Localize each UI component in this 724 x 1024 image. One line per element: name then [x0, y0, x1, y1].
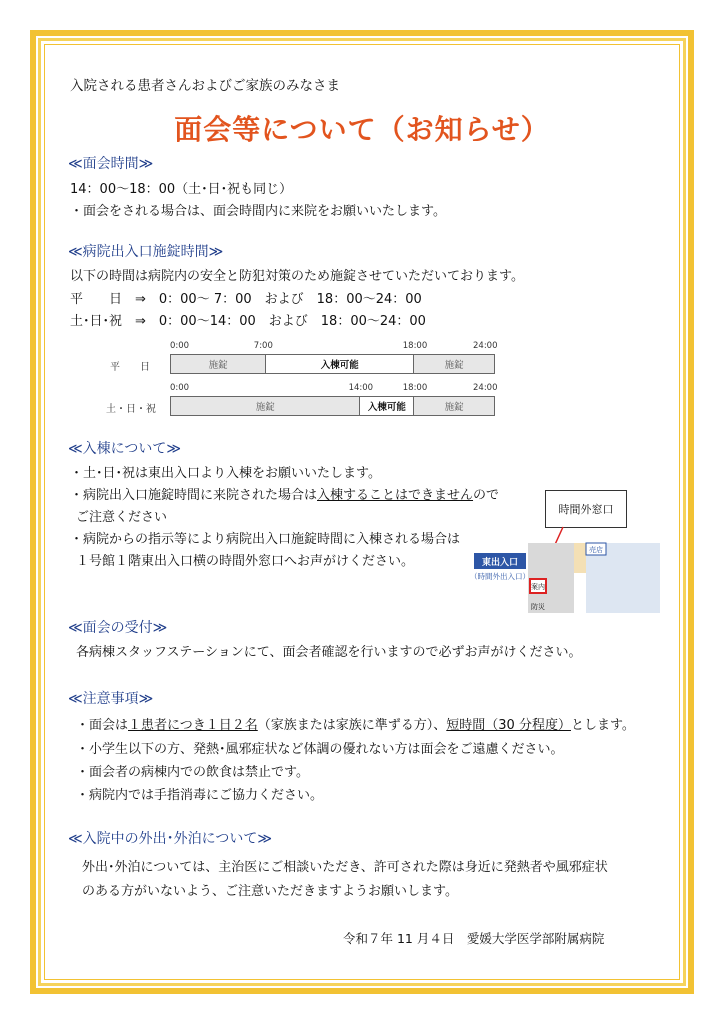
entry-line4: ・病院からの指示等により病院出入口施錠時間に入棟される場合は [70, 532, 461, 547]
notes-line1-a: ・面会は [76, 718, 129, 733]
weekday-tick-label: 18:00 [402, 341, 428, 351]
timeline-holiday-row [170, 396, 495, 416]
notes-line4: ・病院内では手指消毒にご協力ください。 [76, 788, 324, 803]
map-shop-label: 売店 [589, 546, 603, 554]
notes-heading: ≪注意事項≫ [68, 691, 154, 707]
visit-heading: ≪面会時間≫ [68, 156, 154, 172]
reception-line1: 各病棟スタッフステーションにて、面会者確認を行いますので必ずお声がけください。 [76, 645, 582, 660]
lock-intro: 以下の時間は病院内の安全と防犯対策のため施錠させていただいております。 [70, 269, 524, 284]
holiday-tick-label: 18:00 [402, 383, 428, 393]
entry-line2 [70, 484, 499, 503]
weekday-tick-label: 0:00 [170, 341, 190, 351]
after-hours-window-callout: 時間外窓口 [545, 490, 627, 528]
notes-line3: ・面会者の病棟内での飲食は禁止です。 [76, 765, 309, 780]
weekday-tick-label: 7:00 [253, 341, 273, 351]
weekday-segment-open: 入棟可能 [265, 355, 413, 373]
notes-line1-c: とします。 [570, 718, 635, 733]
outing-line2: のある方がいないよう、ご注意いただきますようお願いします。 [82, 884, 458, 899]
lock-holiday: 土･日･祝 ⇒ 0：00～14：00 および 18：00～24：00 [70, 314, 426, 329]
holiday-tick-label: 14:00 [348, 383, 374, 393]
map-info-label: 案内 [531, 583, 545, 591]
holiday-tick-label: 0:00 [170, 383, 190, 393]
map-east-entrance-sub: （時間外出入口） [470, 572, 530, 581]
holiday-tick-label: 24:00 [473, 383, 498, 393]
weekday-tick-label: 24:00 [473, 341, 498, 351]
outing-heading: ≪入院中の外出･外泊について≫ [68, 831, 273, 847]
map-disaster-label: 防災 [531, 603, 545, 611]
entry-line3: ご注意ください [76, 510, 168, 525]
holiday-segment-closed: 施錠 [171, 397, 359, 415]
timeline-holiday-label: 土・日・祝 [106, 404, 156, 415]
greeting: 入院される患者さんおよびご家族のみなさま [70, 78, 340, 94]
entrance-map [470, 525, 666, 615]
entry-line2-a: ・病院出入口施錠時間に来院された場合は [70, 488, 318, 503]
visit-hours: 14：00～18：00（土･日･祝も同じ） [70, 182, 293, 197]
outing-line1: 外出･外泊については、主治医にご相談いただき、許可された際は身近に発熱者や風邪症状 [82, 860, 608, 875]
lock-heading: ≪病院出入口施錠時間≫ [68, 244, 224, 260]
entry-line2-underline: 入棟することはできません [317, 488, 474, 503]
footer-date-org: 令和７年 11 月４日 愛媛大学医学部附属病院 [343, 931, 605, 946]
page-title: 面会等について（お知らせ） [174, 113, 550, 146]
weekday-segment-closed: 施錠 [171, 355, 265, 373]
notes-line1-underline: １患者につき１日２名 [128, 718, 258, 733]
lock-weekday: 平 日 ⇒ 0：00～ 7：00 および 18：00～24：00 [70, 292, 422, 307]
notes-line1-underline2: 短時間（30 分程度） [446, 718, 571, 733]
entry-line5: １号館１階東出入口横の時間外窓口へお声がけください。 [76, 554, 415, 569]
visit-note: ・面会をされる場合は、面会時間内に来院をお願いいたします。 [70, 204, 446, 219]
map-corridor [574, 543, 586, 573]
holiday-segment-closed: 施錠 [413, 397, 494, 415]
notes-line1-b: （家族または家族に準ずる方）、 [257, 718, 447, 733]
timeline-weekday-label: 平 日 [110, 362, 150, 373]
notes-line1 [76, 714, 635, 733]
holiday-segment-open: 入棟可能 [359, 397, 413, 415]
weekday-segment-closed: 施錠 [413, 355, 494, 373]
reception-heading: ≪面会の受付≫ [68, 620, 168, 636]
entry-line2-b: ので [473, 488, 500, 503]
map-east-entrance-label: 東出入口 [481, 558, 519, 568]
entry-heading: ≪入棟について≫ [68, 441, 182, 457]
timeline-weekday-row [170, 354, 495, 374]
entry-line1: ・土･日･祝は東出入口より入棟をお願いいたします。 [70, 466, 381, 481]
notes-line2: ・小学生以下の方、発熱･風邪症状など体調の優れない方は面会をご遠慮ください。 [76, 742, 564, 757]
